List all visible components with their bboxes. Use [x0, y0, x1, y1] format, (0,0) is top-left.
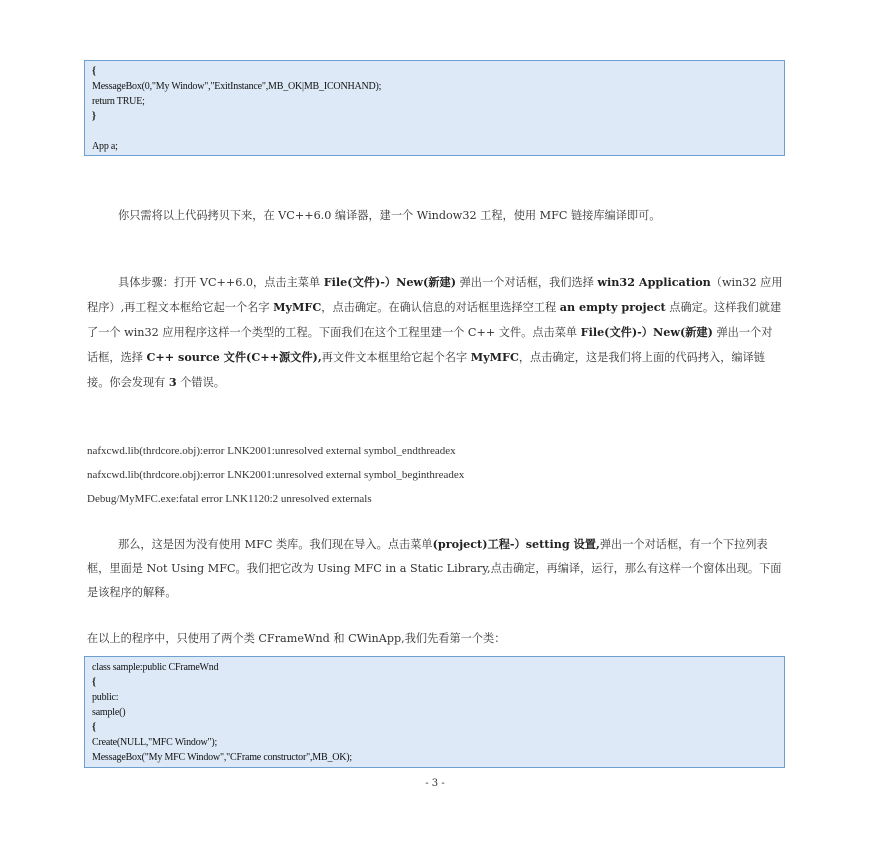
error-line: nafxcwd.lib(thrdcore.obj):error LNK2001:unresolved external symbol_beginthreadex	[87, 469, 465, 481]
paragraph-intro: 你只需将以上代码拷贝下来，在 VC++6.0 编译器，建一个 Window32 工程，使用 MFC 链接库编译即可。	[118, 209, 661, 222]
code-line: {	[92, 677, 96, 688]
error-line: Debug/MyMFC.exe:fatal error LNK1120:2 unresolved externals	[87, 493, 372, 505]
page-number: - 3 -	[425, 778, 445, 789]
code-line: sample()	[92, 707, 126, 718]
code-line: App a;	[92, 141, 118, 152]
code-line: {	[92, 66, 96, 77]
code-block-top	[84, 60, 785, 156]
code-line: Create(NULL,"MFC Window");	[92, 737, 218, 748]
code-line: {	[92, 722, 96, 733]
code-line	[92, 124, 777, 139]
paragraph-classes: 在以上的程序中，只使用了两个类 CFrameWnd 和 CWinApp,我们先看第一个类：	[87, 632, 506, 645]
paragraph-mfc-setting: 那么，这是因为没有使用 MFC 类库。我们现在导入。点击菜单(project)工程-）setting 设置,弹出一个对话框，有一个下拉列表框，里面是 Not Using MFC。我们把它改为 Using MFC in a Static Library,点击确定，再编译，运行，那么有这样一个窗体出现。下面是该程序的解释。	[87, 537, 782, 599]
code-line: }	[92, 111, 96, 122]
code-line: MessageBox(0,"My Window","ExitInstance",MB_OK|MB_ICONHAND);	[92, 81, 382, 92]
paragraph-steps: 具体步骤：打开 VC++6.0，点击主菜单 File(文件)-）New(新建) 弹出一个对话框，我们选择 win32 Application（win32 应用程序）,再工程文本框给它起一个名字 MyMFC，点击确定。在确认信息的对话框里选择空工程 an empty project 点确定。这样我们就建了一个 win32 应用程序这样一个类型的工程。下面我们在这个工程里建一个 C++ 文件。点击菜单 File(文件)-）New(新建) 弹出一个对话框，选择 C++ source 文件(C++源文件),再文件文本框里给它起个名字 MyMFC，点击确定，这是我们将上面的代码拷入，编译链接。你会发现有 3 个错误。	[87, 275, 783, 389]
code-line: return TRUE;	[92, 96, 145, 107]
code-block-bottom	[84, 656, 785, 768]
error-line: nafxcwd.lib(thrdcore.obj):error LNK2001:unresolved external symbol_endthreadex	[87, 445, 456, 457]
code-line: class sample:public CFrameWnd	[92, 662, 219, 673]
code-line: public:	[92, 692, 119, 703]
code-line: MessageBox("My MFC Window","CFrame constructor",MB_OK);	[92, 752, 353, 763]
